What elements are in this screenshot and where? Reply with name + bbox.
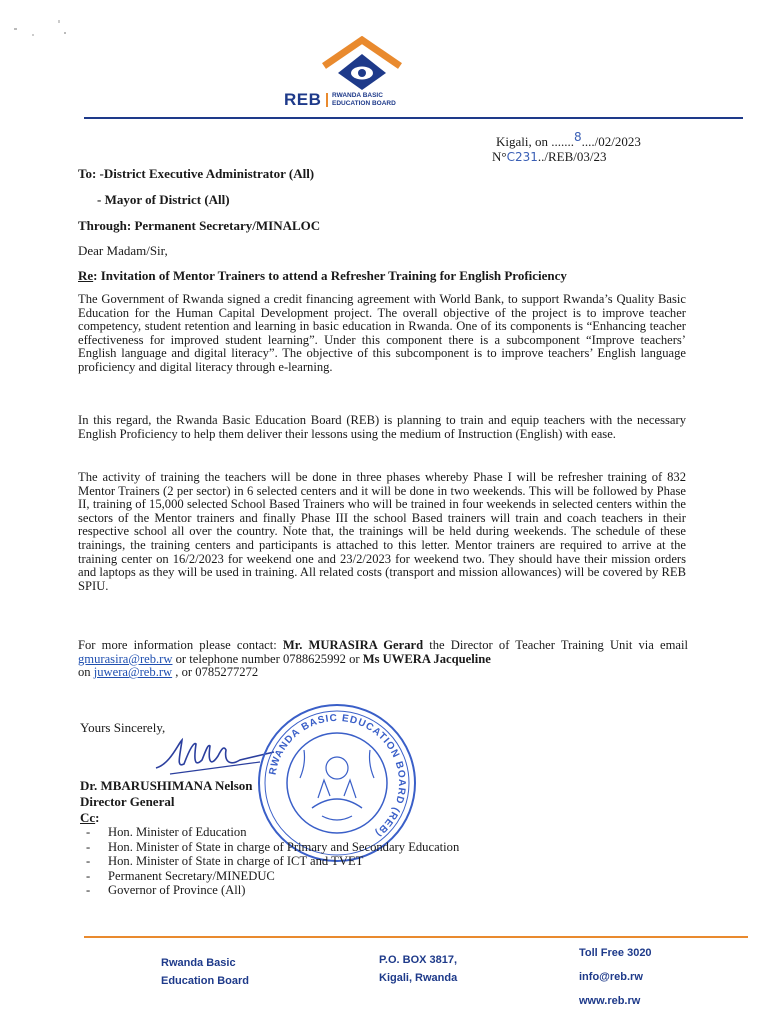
footer-rule: [84, 936, 748, 938]
footer-box-line2: Kigali, Rwanda: [379, 972, 458, 984]
body-paragraph-1: The Government of Rwanda signed a credit financing agreement with World Bank, to support Rwanda’s Quality Basic Education for the Human Capital Development project. The overall objective of the project is to improve teacher competency, student retention and learning in basic education in Rwanda. One of its components is “Enhancing teacher effectiveness for improved student learning”. Under this component there is a subcomponent “Improve teachers’ English language and digital literacy”. The objective of this subcomponent is to improve teachers’ English language proficiency and digital literacy through e-learning.: [78, 292, 686, 374]
cc-colon: :: [95, 810, 100, 825]
contact-phone-2: , or 0785277272: [172, 665, 259, 680]
subject-line: [78, 268, 567, 284]
date-handwritten-day: 8: [574, 130, 582, 144]
subject-text: : Invitation of Mentor Trainers to attend a Refresher Training for English Proficiency: [93, 268, 567, 283]
footer-box-line1: P.O. BOX 3817,: [379, 954, 458, 966]
signer-name: Dr. MBARUSHIMANA Nelson: [80, 778, 253, 793]
body-paragraph-2: In this regard, the Rwanda Basic Education Board (REB) is planning to train and equip teachers with the necessary English Proficiency to help them deliver their lessons using the medium of Instruction (English) with ease.: [78, 413, 686, 441]
signer-title: Director General: [80, 794, 175, 809]
contact-name-1: Mr. MURASIRA Gerard: [282, 638, 424, 652]
logo-line1: RWANDA BASIC: [332, 92, 383, 99]
footer-contacts: [579, 941, 652, 1013]
reb-emblem-icon: [282, 36, 442, 96]
cc-item: - Permanent Secretary/MINEDUC: [80, 869, 459, 884]
footer-tollfree: Toll Free 3020: [579, 947, 652, 959]
footer-web-link[interactable]: www.reb.rw: [579, 995, 641, 1007]
cc-item: - Hon. Minister of Education: [80, 825, 459, 840]
cc-label-text: Cc: [80, 810, 96, 825]
contact-on: on: [78, 665, 94, 680]
ref-suffix: ../REB/03/23: [537, 149, 607, 164]
ref-handwritten-number: C231: [506, 150, 538, 164]
contact-role-1: the Director of Teacher Training Unit via email: [423, 638, 688, 652]
recipient-through: Through: Permanent Secretary/MINALOC: [78, 218, 321, 233]
contact-intro: For more information please contact:: [78, 638, 283, 652]
cc-list: [80, 825, 459, 898]
scan-specks: [14, 20, 74, 50]
logo-divider: [326, 93, 328, 107]
footer-email-link[interactable]: info@reb.rw: [579, 971, 643, 983]
stamp-arc-text: RWANDA BASIC EDUCATION BOARD (REB): [267, 712, 408, 839]
date-dots: .......: [551, 134, 574, 149]
footer-organization: [161, 954, 249, 990]
salutation: Dear Madam/Sir,: [78, 243, 168, 258]
closing-sincerely: Yours Sincerely,: [80, 720, 166, 735]
cc-item: - Hon. Minister of State in charge of Primary and Secondary Education: [80, 840, 459, 855]
ref-prefix: N°: [492, 149, 507, 164]
cc-label: [80, 810, 100, 826]
date-prefix: Kigali, on: [496, 134, 552, 149]
date-line: [496, 130, 641, 150]
date-suffix: ..../02/2023: [581, 134, 641, 149]
contact-email-2-link[interactable]: juwera@reb.rw: [93, 665, 173, 680]
reference-line: [492, 149, 607, 165]
body-paragraph-3: The activity of training the teachers will be done in three phases whereby Phase I will be refresher training of 832 Mentor Trainers (2 per sector) in 6 selected centers and it will be done in two weekends. This will be followed by Phase II, training of 15,000 selected School Based Trainers who will be trained in four weekends in selected centers within the sectors of the Mentor trainers and finally Phase III the school Based trainers will train and coach teachers in their respective school all over the country. Note that, the trainings will be held during weekends. The schedule of these trainings, the training centers and participants is attached to this letter. Mentor trainers are required to arrive at the training center on 16/2/2023 for weekend one and 23/2/2023 for weekend two. They should have their mission orders and laptops as they will be used in training. All related costs (transport and mission allowances) will be covered by REB SPIU.: [78, 470, 686, 593]
subject-re: Re: [78, 268, 94, 283]
logo-letters: REB: [284, 90, 322, 109]
footer-address: [379, 951, 457, 987]
contact-phone-1: or telephone number 0788625992 or: [172, 651, 363, 666]
contact-name-2: Ms UWERA Jacqueline: [362, 651, 491, 666]
header-rule: [84, 117, 743, 119]
footer-org-line1: Rwanda Basic: [161, 957, 236, 969]
cc-item: - Hon. Minister of State in charge of ICT and TVET: [80, 854, 459, 869]
footer-org-line2: Education Board: [161, 975, 250, 987]
recipient-mayor: - Mayor of District (All): [97, 192, 230, 207]
contact-email-1-link[interactable]: gmurasira@reb.rw: [78, 651, 173, 666]
logo-line2: EDUCATION BOARD: [332, 100, 396, 107]
recipient-to: To: -District Executive Administrator (All): [78, 166, 315, 181]
contact-paragraph: [78, 639, 688, 680]
reb-logo: [282, 36, 442, 114]
cc-item: - Governor of Province (All): [80, 883, 459, 898]
